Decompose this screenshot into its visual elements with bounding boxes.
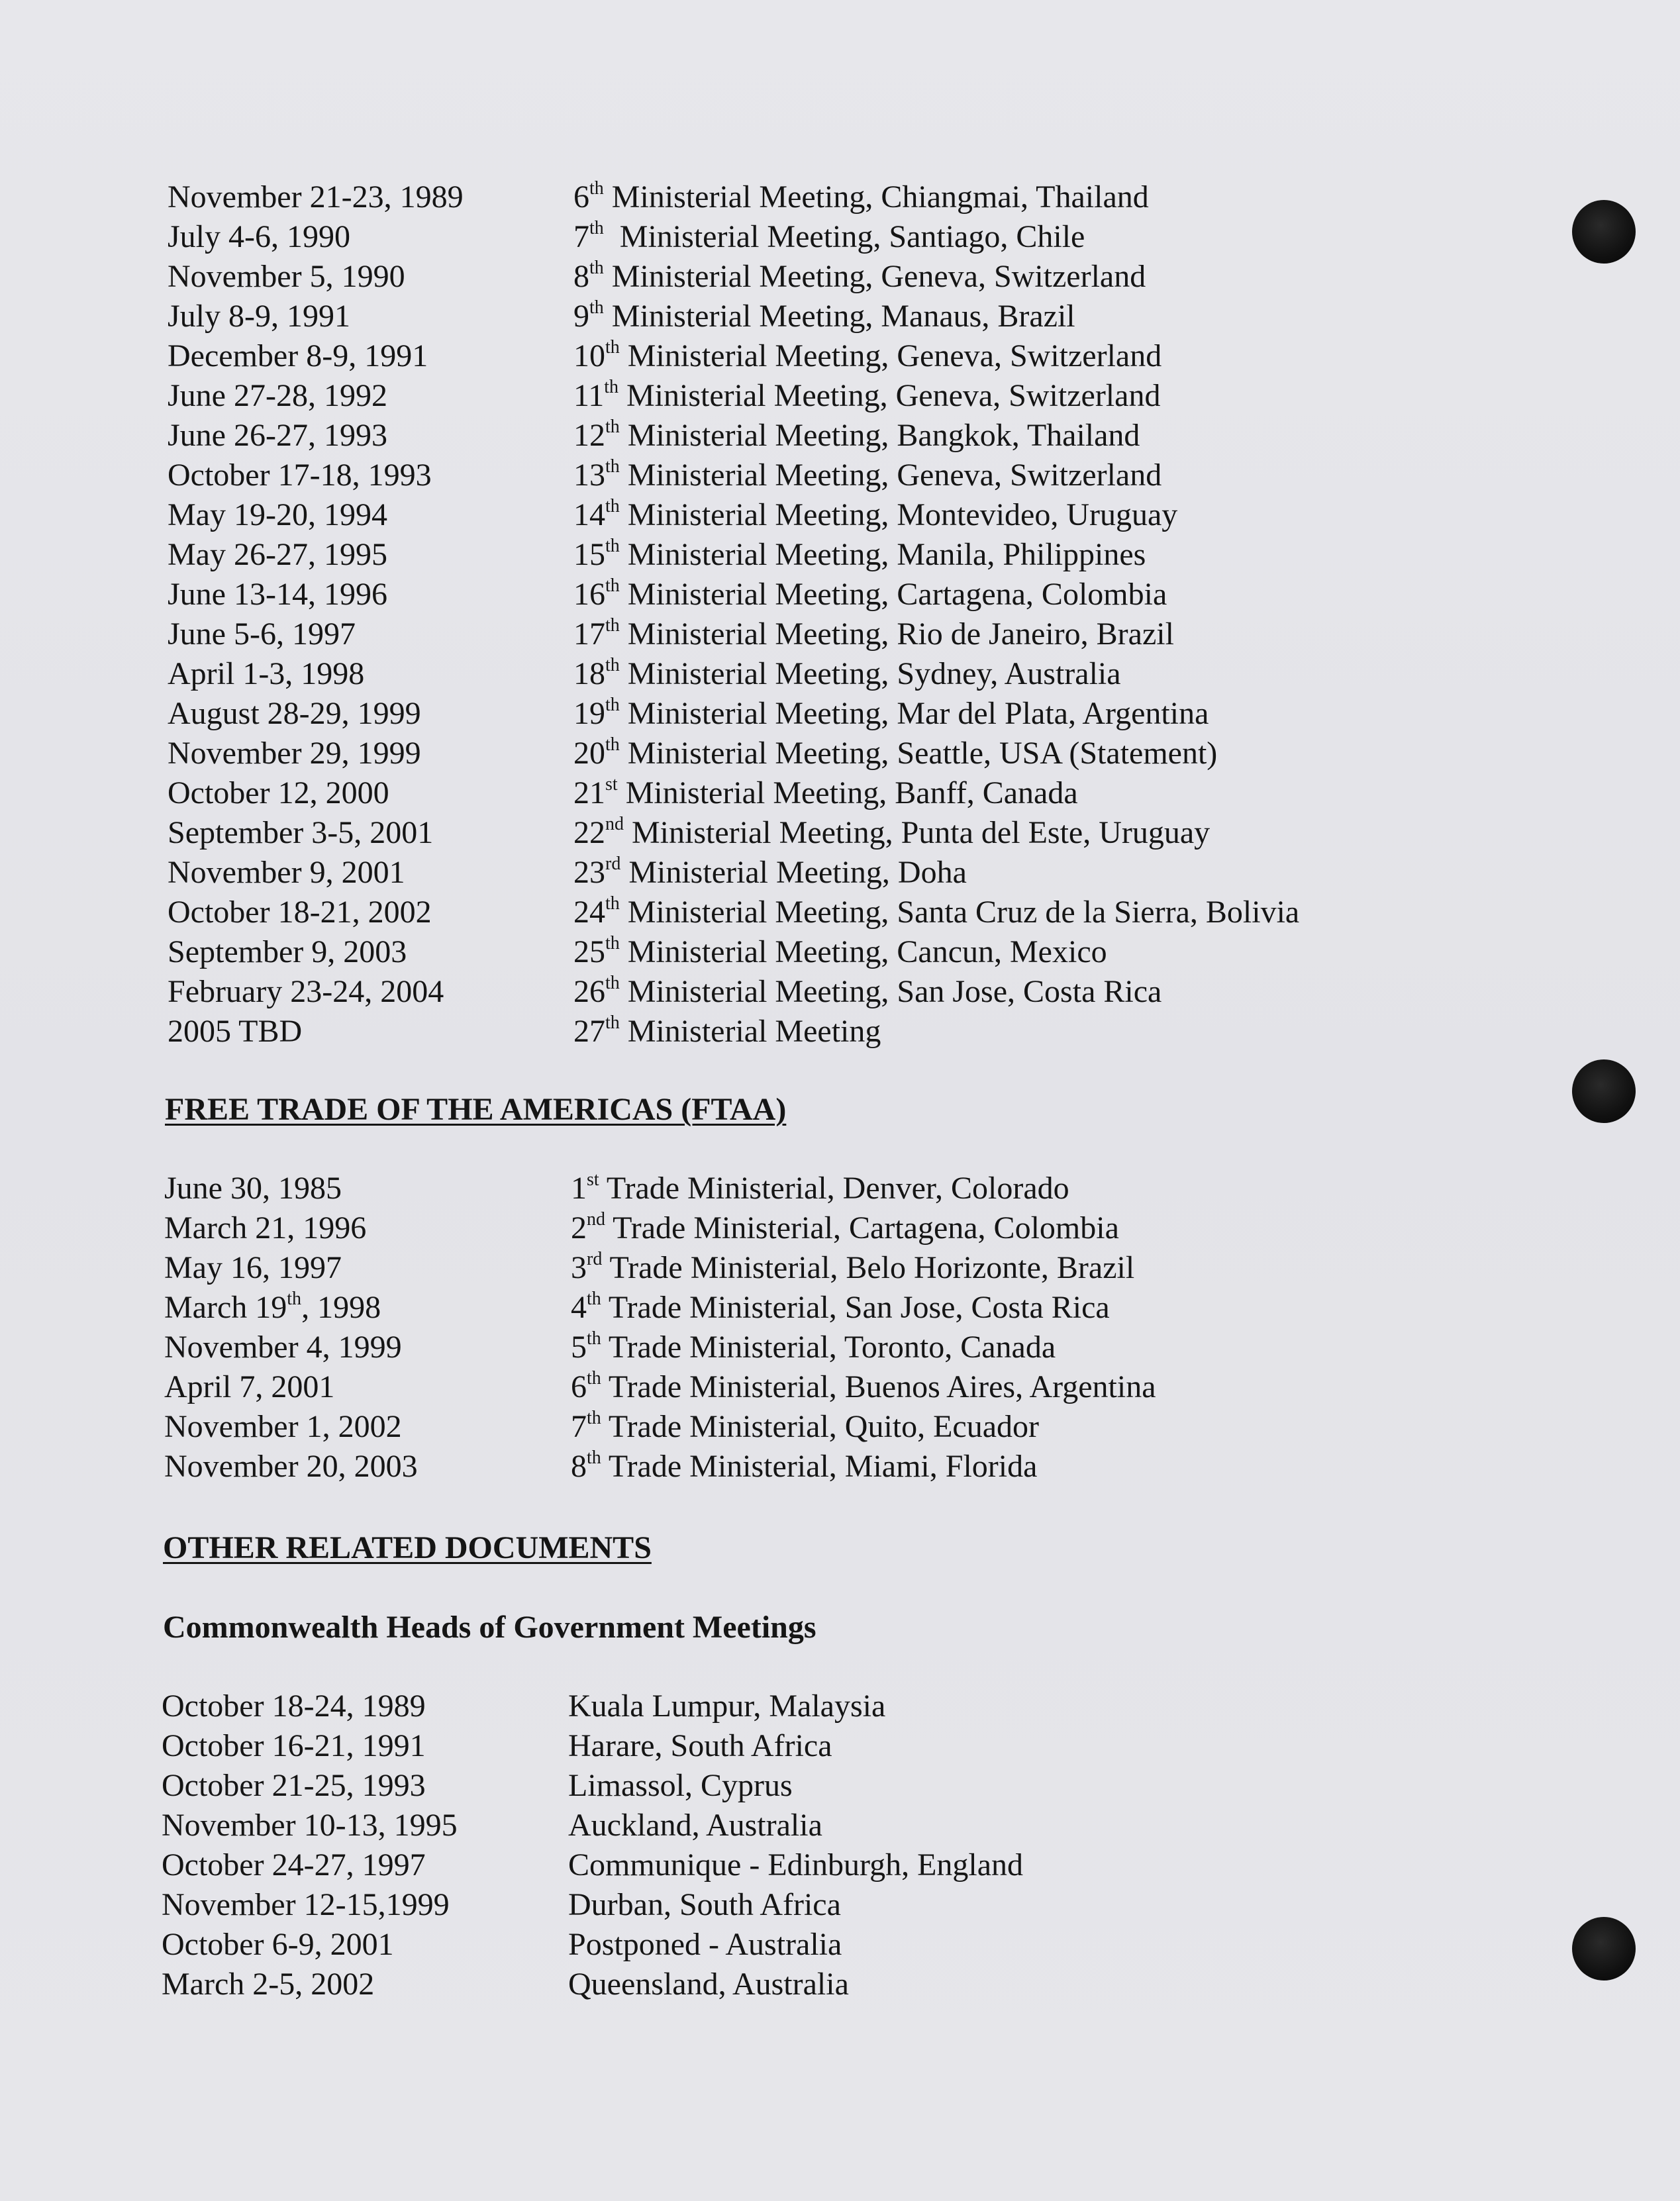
list-item bbox=[0, 535, 1680, 575]
list-item bbox=[0, 1407, 1680, 1447]
ministerial-event: 6th Trade Ministerial, Buenos Aires, Argentina bbox=[571, 1368, 1156, 1404]
meeting-location: Kuala Lumpur, Malaysia bbox=[568, 1688, 886, 1724]
list-item bbox=[0, 654, 1680, 694]
meeting-date: 2005 TBD bbox=[168, 1014, 303, 1049]
list-item bbox=[0, 1806, 1680, 1845]
meeting-event: 25th Ministerial Meeting, Cancun, Mexico bbox=[573, 933, 1107, 969]
ministerial-date: November 1, 2002 bbox=[164, 1409, 402, 1444]
meeting-date: October 21-25, 1993 bbox=[162, 1768, 426, 1803]
meeting-date: September 3-5, 2001 bbox=[168, 815, 434, 850]
meeting-date: October 24-27, 1997 bbox=[162, 1847, 426, 1883]
binder-hole-middle bbox=[1572, 1059, 1636, 1123]
list-item bbox=[0, 1328, 1680, 1367]
ministerial-event: 3rd Trade Ministerial, Belo Horizonte, Brazil bbox=[571, 1249, 1135, 1285]
list-item bbox=[0, 1288, 1680, 1328]
meeting-date: June 27-28, 1992 bbox=[168, 378, 387, 413]
meeting-date: November 21-23, 1989 bbox=[168, 179, 464, 215]
list-item bbox=[0, 217, 1680, 257]
meeting-event: 23rd Ministerial Meeting, Doha bbox=[573, 854, 967, 890]
meeting-date: June 26-27, 1993 bbox=[168, 418, 387, 453]
meeting-date: November 9, 2001 bbox=[168, 855, 405, 890]
meeting-event: 13th Ministerial Meeting, Geneva, Switzerland bbox=[573, 456, 1162, 493]
list-item bbox=[0, 694, 1680, 734]
meeting-event: 14th Ministerial Meeting, Montevideo, Uruguay bbox=[573, 496, 1178, 532]
ministerial-date: April 7, 2001 bbox=[164, 1369, 335, 1404]
ftaa-list bbox=[0, 1169, 1680, 1487]
meeting-event: 15th Ministerial Meeting, Manila, Philippines bbox=[573, 536, 1146, 572]
meeting-event: 27th Ministerial Meeting bbox=[573, 1012, 881, 1049]
meeting-date: October 12, 2000 bbox=[168, 775, 389, 810]
meeting-date: October 16-21, 1991 bbox=[162, 1728, 426, 1763]
list-item bbox=[0, 416, 1680, 456]
ministerial-event: 5th Trade Ministerial, Toronto, Canada bbox=[571, 1328, 1056, 1365]
list-item bbox=[0, 972, 1680, 1012]
meeting-location: Harare, South Africa bbox=[568, 1728, 832, 1763]
list-item bbox=[0, 773, 1680, 813]
list-item bbox=[0, 1687, 1680, 1726]
meeting-date: November 5, 1990 bbox=[168, 259, 405, 294]
list-item bbox=[0, 257, 1680, 297]
ministerial-date: November 20, 2003 bbox=[164, 1449, 418, 1484]
list-item bbox=[0, 495, 1680, 535]
meeting-date: September 9, 2003 bbox=[168, 934, 407, 969]
list-item bbox=[0, 1845, 1680, 1885]
list-item bbox=[0, 813, 1680, 853]
meeting-date: March 2-5, 2002 bbox=[162, 1967, 375, 2002]
meeting-event: 26th Ministerial Meeting, San Jose, Costa Rica bbox=[573, 973, 1162, 1009]
list-item bbox=[0, 456, 1680, 495]
meeting-event: 21st Ministerial Meeting, Banff, Canada bbox=[573, 774, 1078, 810]
list-item bbox=[0, 376, 1680, 416]
ministerial-date: March 19th, 1998 bbox=[164, 1289, 381, 1325]
ministerial-date: May 16, 1997 bbox=[164, 1250, 342, 1285]
ministerial-date: June 30, 1985 bbox=[164, 1171, 342, 1206]
meeting-event: 19th Ministerial Meeting, Mar del Plata, Argentina bbox=[573, 695, 1209, 731]
meeting-event: 11th Ministerial Meeting, Geneva, Switzerland bbox=[573, 377, 1161, 413]
commonwealth-subheading: Commonwealth Heads of Government Meetings bbox=[163, 1610, 816, 1645]
list-item bbox=[0, 893, 1680, 932]
meeting-event: 10th Ministerial Meeting, Geneva, Switzerland bbox=[573, 337, 1162, 373]
meeting-date: May 19-20, 1994 bbox=[168, 497, 387, 532]
list-item bbox=[0, 734, 1680, 773]
list-item bbox=[0, 336, 1680, 376]
commonwealth-list bbox=[0, 1687, 1680, 2004]
list-item bbox=[0, 1169, 1680, 1208]
meeting-date: May 26-27, 1995 bbox=[168, 537, 387, 572]
list-item bbox=[0, 1208, 1680, 1248]
meeting-location: Queensland, Australia bbox=[568, 1967, 849, 2002]
meeting-date: June 5-6, 1997 bbox=[168, 616, 356, 652]
list-item bbox=[0, 297, 1680, 336]
list-item bbox=[0, 1447, 1680, 1487]
meeting-event: 9th Ministerial Meeting, Manaus, Brazil bbox=[573, 297, 1075, 334]
meeting-date: July 8-9, 1991 bbox=[168, 299, 350, 334]
ministerial-event: 1st Trade Ministerial, Denver, Colorado bbox=[571, 1169, 1069, 1206]
meeting-date: October 17-18, 1993 bbox=[168, 458, 432, 493]
ministerial-date: November 4, 1999 bbox=[164, 1330, 402, 1365]
meeting-event: 7th Ministerial Meeting, Santiago, Chile bbox=[573, 218, 1085, 254]
ministerial-event: 4th Trade Ministerial, San Jose, Costa Rica bbox=[571, 1289, 1110, 1325]
meeting-event: 6th Ministerial Meeting, Chiangmai, Thailand bbox=[573, 178, 1149, 215]
meeting-location: Auckland, Australia bbox=[568, 1808, 822, 1843]
meeting-date: June 13-14, 1996 bbox=[168, 577, 387, 612]
meeting-date: April 1-3, 1998 bbox=[168, 656, 365, 691]
meeting-event: 12th Ministerial Meeting, Bangkok, Thailand bbox=[573, 416, 1140, 453]
meeting-date: July 4-6, 1990 bbox=[168, 219, 350, 254]
meeting-date: February 23-24, 2004 bbox=[168, 974, 444, 1009]
meeting-date: August 28-29, 1999 bbox=[168, 696, 421, 731]
meeting-location: Postponed - Australia bbox=[568, 1927, 842, 1962]
ministerial-date: March 21, 1996 bbox=[164, 1210, 367, 1246]
list-item bbox=[0, 177, 1680, 217]
meeting-date: October 18-21, 2002 bbox=[168, 895, 432, 930]
list-item bbox=[0, 1885, 1680, 1925]
list-item bbox=[0, 1012, 1680, 1052]
other-documents-heading: OTHER RELATED DOCUMENTS bbox=[163, 1530, 652, 1565]
ministerial-event: 7th Trade Ministerial, Quito, Ecuador bbox=[571, 1408, 1040, 1444]
meeting-event: 20th Ministerial Meeting, Seattle, USA (Statement) bbox=[573, 734, 1218, 771]
meeting-event: 8th Ministerial Meeting, Geneva, Switzerland bbox=[573, 258, 1146, 294]
list-item bbox=[0, 1965, 1680, 2004]
meeting-location: Limassol, Cyprus bbox=[568, 1768, 793, 1803]
ministerial-meetings-list bbox=[0, 177, 1680, 1052]
meeting-event: 22nd Ministerial Meeting, Punta del Este, Uruguay bbox=[573, 814, 1211, 850]
ministerial-event: 2nd Trade Ministerial, Cartagena, Colombia bbox=[571, 1209, 1119, 1246]
list-item bbox=[0, 575, 1680, 614]
meeting-date: November 10-13, 1995 bbox=[162, 1808, 458, 1843]
meeting-event: 17th Ministerial Meeting, Rio de Janeiro, Brazil bbox=[573, 615, 1174, 652]
meeting-event: 18th Ministerial Meeting, Sydney, Australia bbox=[573, 655, 1121, 691]
meeting-date: November 29, 1999 bbox=[168, 736, 421, 771]
meeting-date: November 12-15,1999 bbox=[162, 1887, 450, 1922]
meeting-date: October 6-9, 2001 bbox=[162, 1927, 394, 1962]
meeting-location: Durban, South Africa bbox=[568, 1887, 841, 1922]
meeting-event: 16th Ministerial Meeting, Cartagena, Colombia bbox=[573, 575, 1167, 612]
list-item bbox=[0, 853, 1680, 893]
meeting-date: December 8-9, 1991 bbox=[168, 338, 428, 373]
list-item bbox=[0, 1248, 1680, 1288]
meeting-event: 24th Ministerial Meeting, Santa Cruz de la Sierra, Bolivia bbox=[573, 893, 1300, 930]
list-item bbox=[0, 1766, 1680, 1806]
ftaa-heading: FREE TRADE OF THE AMERICAS (FTAA) bbox=[165, 1092, 787, 1127]
list-item bbox=[0, 614, 1680, 654]
list-item bbox=[0, 1925, 1680, 1965]
meeting-date: October 18-24, 1989 bbox=[162, 1688, 426, 1724]
list-item bbox=[0, 932, 1680, 972]
list-item bbox=[0, 1726, 1680, 1766]
list-item bbox=[0, 1367, 1680, 1407]
ministerial-event: 8th Trade Ministerial, Miami, Florida bbox=[571, 1447, 1038, 1484]
meeting-location: Communique - Edinburgh, England bbox=[568, 1847, 1024, 1883]
